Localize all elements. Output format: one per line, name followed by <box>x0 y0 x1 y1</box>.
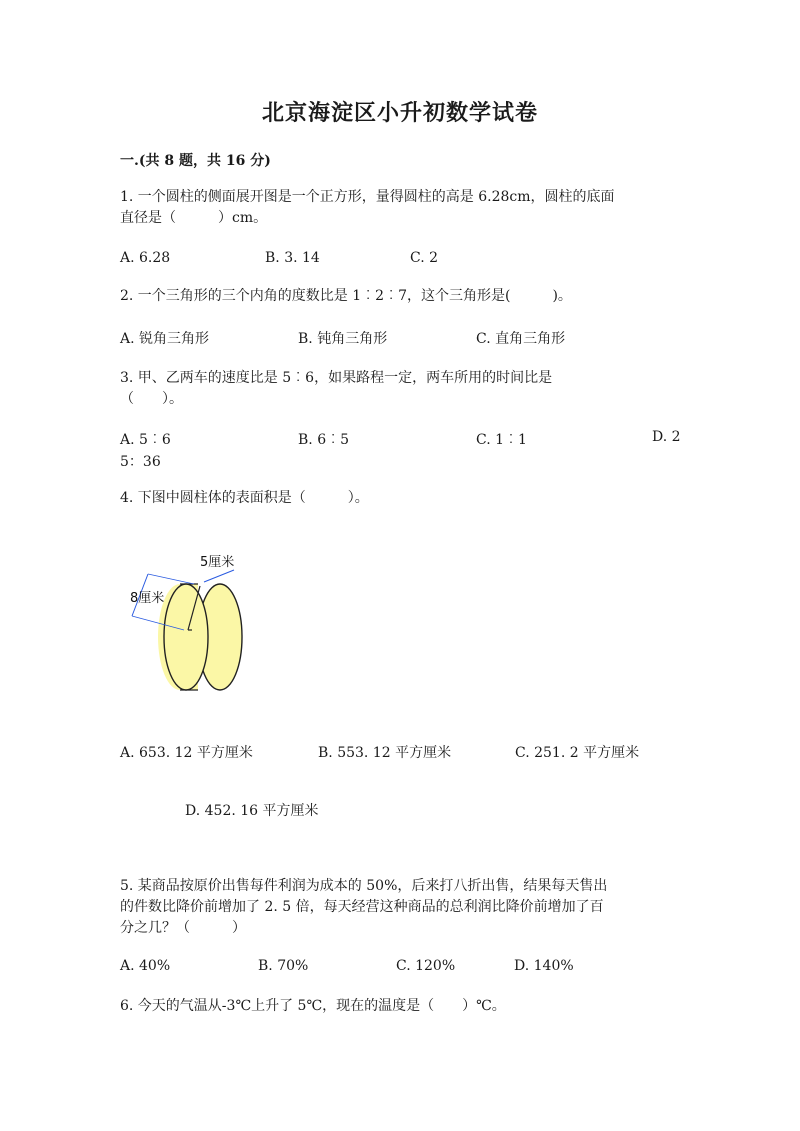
q3-option-b: B. 6︰5 <box>298 432 350 448</box>
q4-option-a: A. 653. 12 平方厘米 <box>120 745 253 761</box>
q5-option-a: A. 40% <box>120 958 171 974</box>
question-1-line-2: 直径是（ ）cm。 <box>120 210 268 226</box>
cylinder-figure <box>118 548 258 696</box>
q3-option-d: D. 2 <box>652 429 681 445</box>
question-5-line-3: 分之几？（ ） <box>120 920 246 936</box>
q5-option-b: B. 70% <box>258 958 309 974</box>
question-2: 2. 一个三角形的三个内角的度数比是 1︰2︰7，这个三角形是( )。 <box>120 288 572 304</box>
page-title: 北京海淀区小升初数学试卷 <box>261 100 538 126</box>
label-5cm: 5厘米 <box>200 555 235 570</box>
dimension-extension-1 <box>148 574 194 584</box>
cylinder-front-face <box>164 584 208 690</box>
q1-option-a: A. 6.28 <box>120 250 171 266</box>
question-4: 4. 下图中圆柱体的表面积是（ ）。 <box>120 490 369 506</box>
question-5-line-1: 5. 某商品按原价出售每件利润为成本的 50%，后来打八折出售，结果每天售出 <box>120 878 608 894</box>
q4-option-c: C. 251. 2 平方厘米 <box>515 745 640 761</box>
q4-option-b: B. 553. 12 平方厘米 <box>318 745 452 761</box>
q4-option-d: D. 452. 16 平方厘米 <box>185 803 319 819</box>
question-3 <box>120 368 552 410</box>
q5-option-c: C. 120% <box>396 958 456 974</box>
q1-option-b: B. 3. 14 <box>265 250 320 266</box>
question-1 <box>120 187 615 229</box>
question-1-line-1: 1. 一个圆柱的侧面展开图是一个正方形，量得圆柱的高是 6.28cm，圆柱的底面 <box>120 189 615 205</box>
q5-option-d: D. 140% <box>514 958 574 974</box>
q3-option-c: C. 1︰1 <box>476 432 527 448</box>
question-5-line-2: 的件数比降价前增加了 2. 5 倍，每天经营这种商品的总利润比降价前增加了百 <box>120 899 604 915</box>
dimension-line-top <box>204 570 234 582</box>
question-3-line-1: 3. 甲、乙两车的速度比是 5︰6，如果路程一定，两车所用的时间比是 <box>120 370 553 386</box>
q3-option-d-continued: 5：36 <box>120 454 161 470</box>
section-heading: 一.(共 8 题，共 16 分) <box>120 153 271 169</box>
label-8cm: 8厘米 <box>130 591 165 606</box>
q2-option-a: A. 锐角三角形 <box>120 331 210 347</box>
question-5 <box>120 876 607 939</box>
question-3-line-2: （ ）。 <box>120 391 183 407</box>
q2-option-b: B. 钝角三角形 <box>298 331 388 347</box>
q2-option-c: C. 直角三角形 <box>476 331 566 347</box>
q1-option-c: C. 2 <box>410 250 439 266</box>
question-6: 6. 今天的气温从-3℃上升了 5℃，现在的温度是（ ）℃。 <box>120 998 506 1014</box>
q3-option-a: A. 5︰6 <box>120 432 171 448</box>
